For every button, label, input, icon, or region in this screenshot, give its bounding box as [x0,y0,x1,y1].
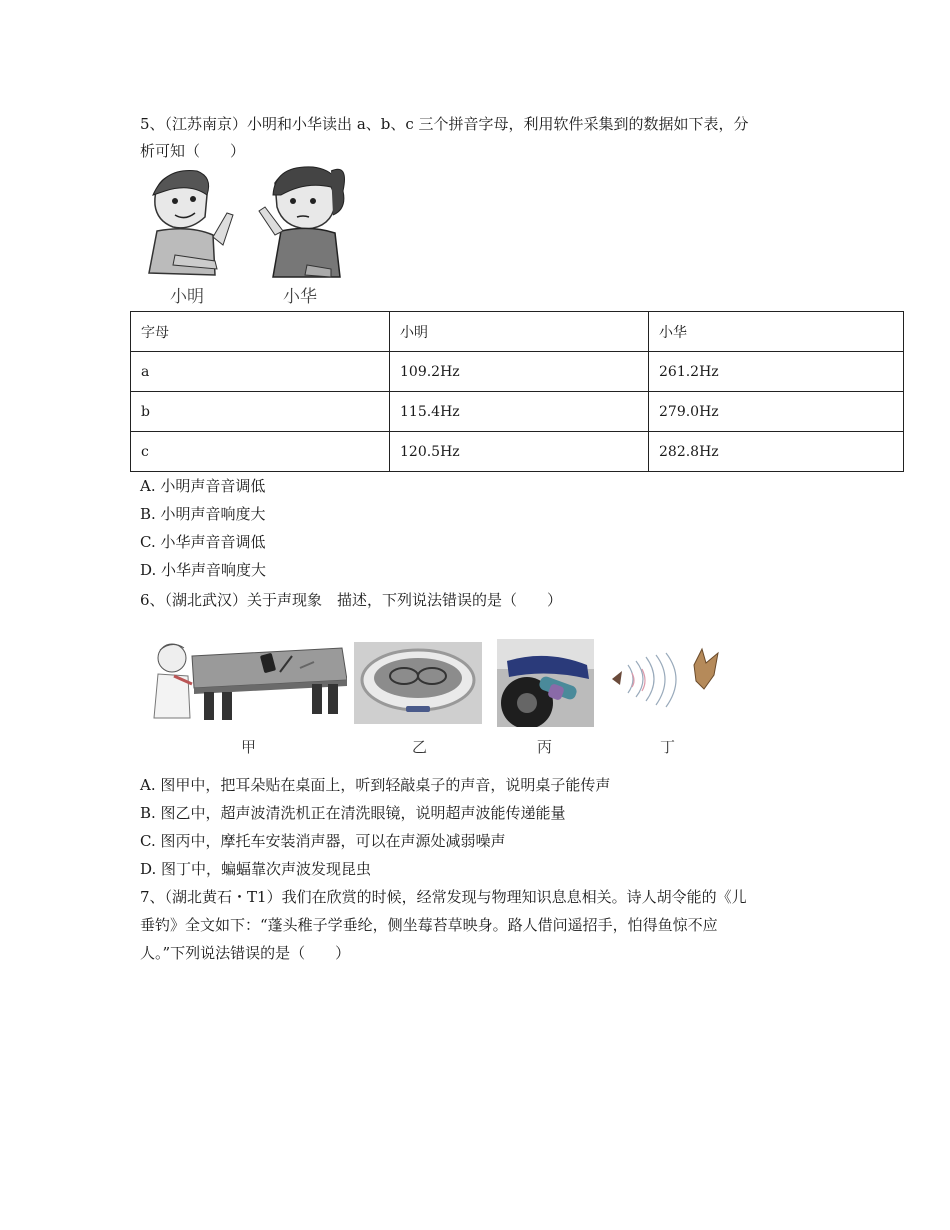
table-cell: 282.8Hz [649,432,904,472]
table-cell: b [131,392,390,432]
table-cell: 279.0Hz [649,392,904,432]
label-xiaoming: 小明 [170,287,204,307]
xiaoming-illustration [149,171,233,276]
table-cell: a [131,352,390,392]
q6-option-c: C. 图丙中，摩托车安装消声器，可以在声源处减弱噪声 [140,832,506,850]
q5-stem-line1: 5、（江苏南京）小明和小华读出 a、b、c 三个拼音字母，利用软件采集到的数据如下表，分 [140,115,749,133]
table-header-cell: 小华 [649,312,904,352]
table-row [131,432,904,472]
q7-stem-line1: 7、（湖北黄石・T1）我们在欣赏的时候，经常发现与物理知识息息相关。诗人胡令能的《儿 [140,888,747,906]
q5-option-d: D. 小华声音响度大 [140,561,267,579]
frequency-table [130,311,904,472]
table-cell: c [131,432,390,472]
label-bing: 丙 [537,738,553,756]
xiaohua-illustration [259,167,345,277]
q7-stem-line2: 垂钓》全文如下：“蓬头稚子学垂纶，侧坐莓苔草映身。路人借问遥招手，怕得鱼惊不应 [140,916,718,934]
label-jia: 甲 [241,738,257,756]
q5-figure-people [135,165,350,305]
label-yi: 乙 [412,738,428,756]
label-ding: 丁 [660,738,676,756]
figure-ding-bat [606,645,726,725]
table-header-cell: 小明 [390,312,649,352]
q6-option-b: B. 图乙中，超声波清洗机正在清洗眼镜，说明超声波能传递能量 [140,804,566,822]
table-header-cell: 字母 [131,312,390,352]
q5-option-a: A. 小明声音音调低 [140,477,266,495]
table-row [131,392,904,432]
table-cell: 109.2Hz [390,352,649,392]
table-cell: 120.5Hz [390,432,649,472]
label-xiaohua: 小华 [283,287,317,307]
q6-option-a: A. 图甲中，把耳朵贴在桌面上，听到轻敲桌子的声音，说明桌子能传声 [140,776,611,794]
q6-option-d: D. 图丁中，蝙蝠靠次声波发现昆虫 [140,860,372,878]
q5-stem-line2: 析可知（ ） [140,142,246,160]
q6-stem: 6、（湖北武汉）关于声现象 描述，下列说法错误的是（ ） [140,591,563,609]
figure-yi-ultrasonic-cleaner [354,642,482,724]
figure-bing-motorcycle-muffler [497,639,594,727]
q5-option-b: B. 小明声音响度大 [140,505,266,523]
table-cell: 115.4Hz [390,392,649,432]
q7-stem-line3: 人。”下列说法错误的是（ ） [140,944,351,962]
table-header-row [131,312,904,352]
q5-option-c: C. 小华声音音调低 [140,533,266,551]
figure-jia-table [152,636,347,722]
table-row [131,352,904,392]
table-cell: 261.2Hz [649,352,904,392]
